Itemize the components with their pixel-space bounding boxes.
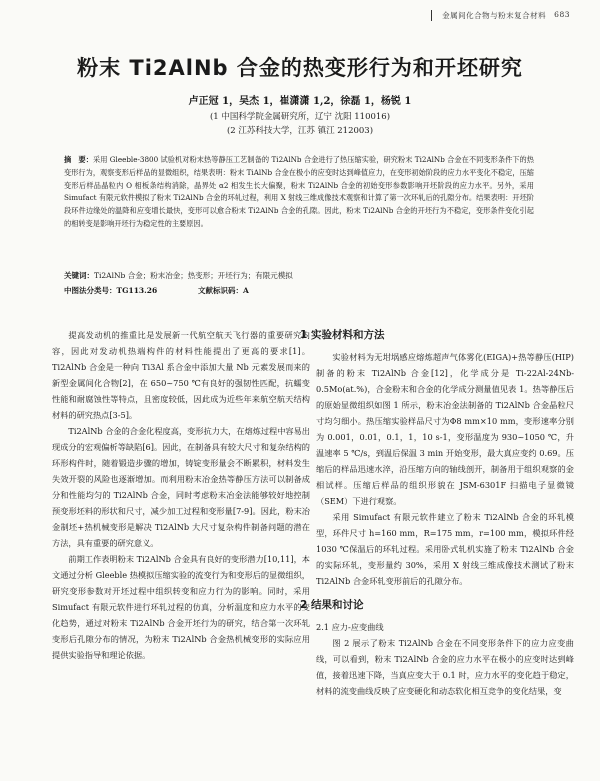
clc-label: 中图法分类号：	[64, 286, 117, 295]
intro-paragraph-3: 前期工作表明粉末 Ti2AlNb 合金具有良好的变形潜力[10,11]，本文通过分析 Gleeble 热模拟压缩实验的流变行为和变形后的显微组织，研究变形参数对开坯过程中组织转变和应力行为的影响。同时，采用 Simufact 有限元软件进行环轧过程的仿真，分析温度和应力水平的变化趋势，通过对粉末 Ti2AlNb 合金开坯行为的研究，结合第一次环轧变形后孔隙分布的情况，为粉末 Ti2AlNb 合金热机械变形的实际应用提供实验指导和理论依据。	[52, 554, 310, 660]
methods-paragraph-2: 采用 Simufact 有限元软件建立了粉末 Ti2AlNb 合金的环轧模型，环件尺寸 h=160 mm，R=175 mm，r=100 mm，模拟环件经 1030 ℃保温后的环轧过程。采用卧式轧机实施了粉末 Ti2AlNb 合金的实际环轧，变形量约 30%，采用 X 射线三维成像技术测试了粉末 Ti2AlNb 合金环轧变形前后的孔隙分布。	[316, 512, 574, 586]
intro-paragraph-1: 提高发动机的推重比是发展新一代航空航天飞行器的重要研究内容，因此对发动机热端构件的材料性能提出了更高的要求[1]。Ti2AlNb 合金是一种向 Ti3Al 系合金中添加大量 Nb 元素发展而来的新型金属间化合物[2]，在 650~750 ℃有良好的强韧性匹配，抗蠕变性能和耐腐蚀性等特点，且密度较低，因此成为近些年来航空航天结构材料的研究热点[3-5]。	[52, 330, 310, 420]
subsection-2-1-heading: 2.1 应力-应变曲线	[316, 622, 384, 632]
keywords	[64, 270, 534, 281]
abstract	[64, 154, 534, 231]
doc-code-value: A	[242, 286, 249, 295]
section-1-heading: 1 实验材料和方法	[300, 329, 385, 341]
paper-title: 粉末 Ti2AlNb 合金的热变形行为和开坯研究	[77, 56, 523, 80]
results-paragraph-1: 图 2 展示了粉末 Ti2AlNb 合金在不同变形条件下的应力应变曲线，可以看到，粉末 Ti2AlNb 合金的应力水平在极小的应变时达到峰值，接着迅速下降，当真应变大于 0.1 时，应力水平的变化趋于稳定，材料的流变曲线反映了应变硬化和动态软化相互竞争的变化结果，变	[316, 638, 574, 696]
section-2-heading: 2 结果和讨论	[300, 599, 364, 611]
page-number: 683	[554, 10, 570, 19]
methods-paragraph-1: 实验材料为无坩埚感应熔炼超声气体雾化(EIGA)+热等静压(HIP)制备的粉末 Ti2AlNb 合金[12]，化学成分是 Ti-22Al-24Nb-0.5Mo(at.%)，合金粉末和合金的化学成分测量值见表 1。热等静压后的原始显微组织如图 1 所示，粉末冶金法制备的 Ti2AlNb 合金晶粒尺寸均匀细小。热压缩实验样品尺寸为Φ8 mm×10 mm，变形速率分别为 0.001，0.01，0.1，1，10 s-1，变形温度为 930~1050 ℃，升温速率 5 ℃/s，到温后保温 3 min 开始变形，最大真应变约 0.69。压缩后的样品迅速水淬，沿压缩方向的轴线剖开，制备用于组织观察的金相试样。压缩后样品的组织形貌在 JSM-6301F 扫描电子显微镜（SEM）下进行观察。	[316, 352, 574, 506]
journal-section-name: 金属间化合物与粉末复合材料	[442, 11, 547, 20]
running-head	[290, 10, 570, 21]
doc-code-label: 文献标识码：	[197, 286, 243, 295]
affiliation-1: (1 中国科学院金属研究所，辽宁 沈阳 110016)	[209, 112, 391, 122]
abstract-text: 采用 Gleeble-3800 试验机对粉末热等静压工艺制备的 Ti2AlNb 合金进行了热压缩实验，研究粉末 Ti2AlNb 合金在不同变形条件下的热变形行为，观察变形后样品的显微组织，结果表明：粉末 TiAlNb 合金在极小的应变时达到峰值应力，在变形初始阶段的应力水平变化不稳定，压缩变形后样品晶粒内 O 相板条结构消除，晶界处 α2 相发生长大偏聚，粉末 Ti2AlNb 合金的初始变形参数影响开坯阶段的应力水平。另外，采用 Simufact 有限元软件模拟了粉末 Ti2AlNb 合金的环轧过程，利用 X 射线三维成像技术观察和计算了第一次环轧后的孔隙分布。结果表明：开坯阶段环件边缘处的温降和应变增长最快，变形可以愈合粉末 Ti2AlNb 合金的孔隙。因此，粉末 Ti2AlNb 合金的开坯行为不稳定，变形条件变化引起的相转变是影响开坯行为稳定性的主要原因。	[64, 155, 534, 228]
classification-line	[64, 285, 534, 296]
intro-paragraph-2: Ti2AlNb 合金的合金化程度高，变形抗力大，在熔炼过程中容易出现成分的宏观偏析等缺陷[6]。因此，在制备具有较大尺寸和复杂结构的环形构件时，随着锻造步骤的增加，铸锭变形量会不断累积，材料发生失效开裂的风险也逐渐增加。而利用粉末冶金热等静压方法可以制备成分和性能均匀的 Ti2AlNb 合金，同时考虑粉末冶金法能够较好地控制预变形坯料的形状和尺寸，减少加工过程和变形量[7-9]。因此，粉末冶金制坯+热机械变形是解决 Ti2AlNb 大尺寸复杂构件制备问题的潜在方法，具有重要的研究意义。	[52, 426, 310, 548]
left-column	[52, 327, 310, 663]
abstract-label: 摘 要：	[64, 155, 93, 164]
author-list: 卢正冠 1，吴杰 1，崔潇潇 1,2，徐磊 1，杨锐 1	[188, 96, 412, 107]
running-head-divider	[431, 10, 432, 21]
affiliation-2: (2 江苏科技大学，江苏 镇江 212003)	[226, 126, 374, 136]
right-column	[300, 327, 574, 699]
keywords-text: Ti2AlNb 合金；粉末冶金；热变形；开坯行为；有限元模拟	[94, 271, 293, 280]
clc-value: TG113.26	[116, 286, 158, 295]
keywords-label: 关键词：	[64, 271, 94, 280]
